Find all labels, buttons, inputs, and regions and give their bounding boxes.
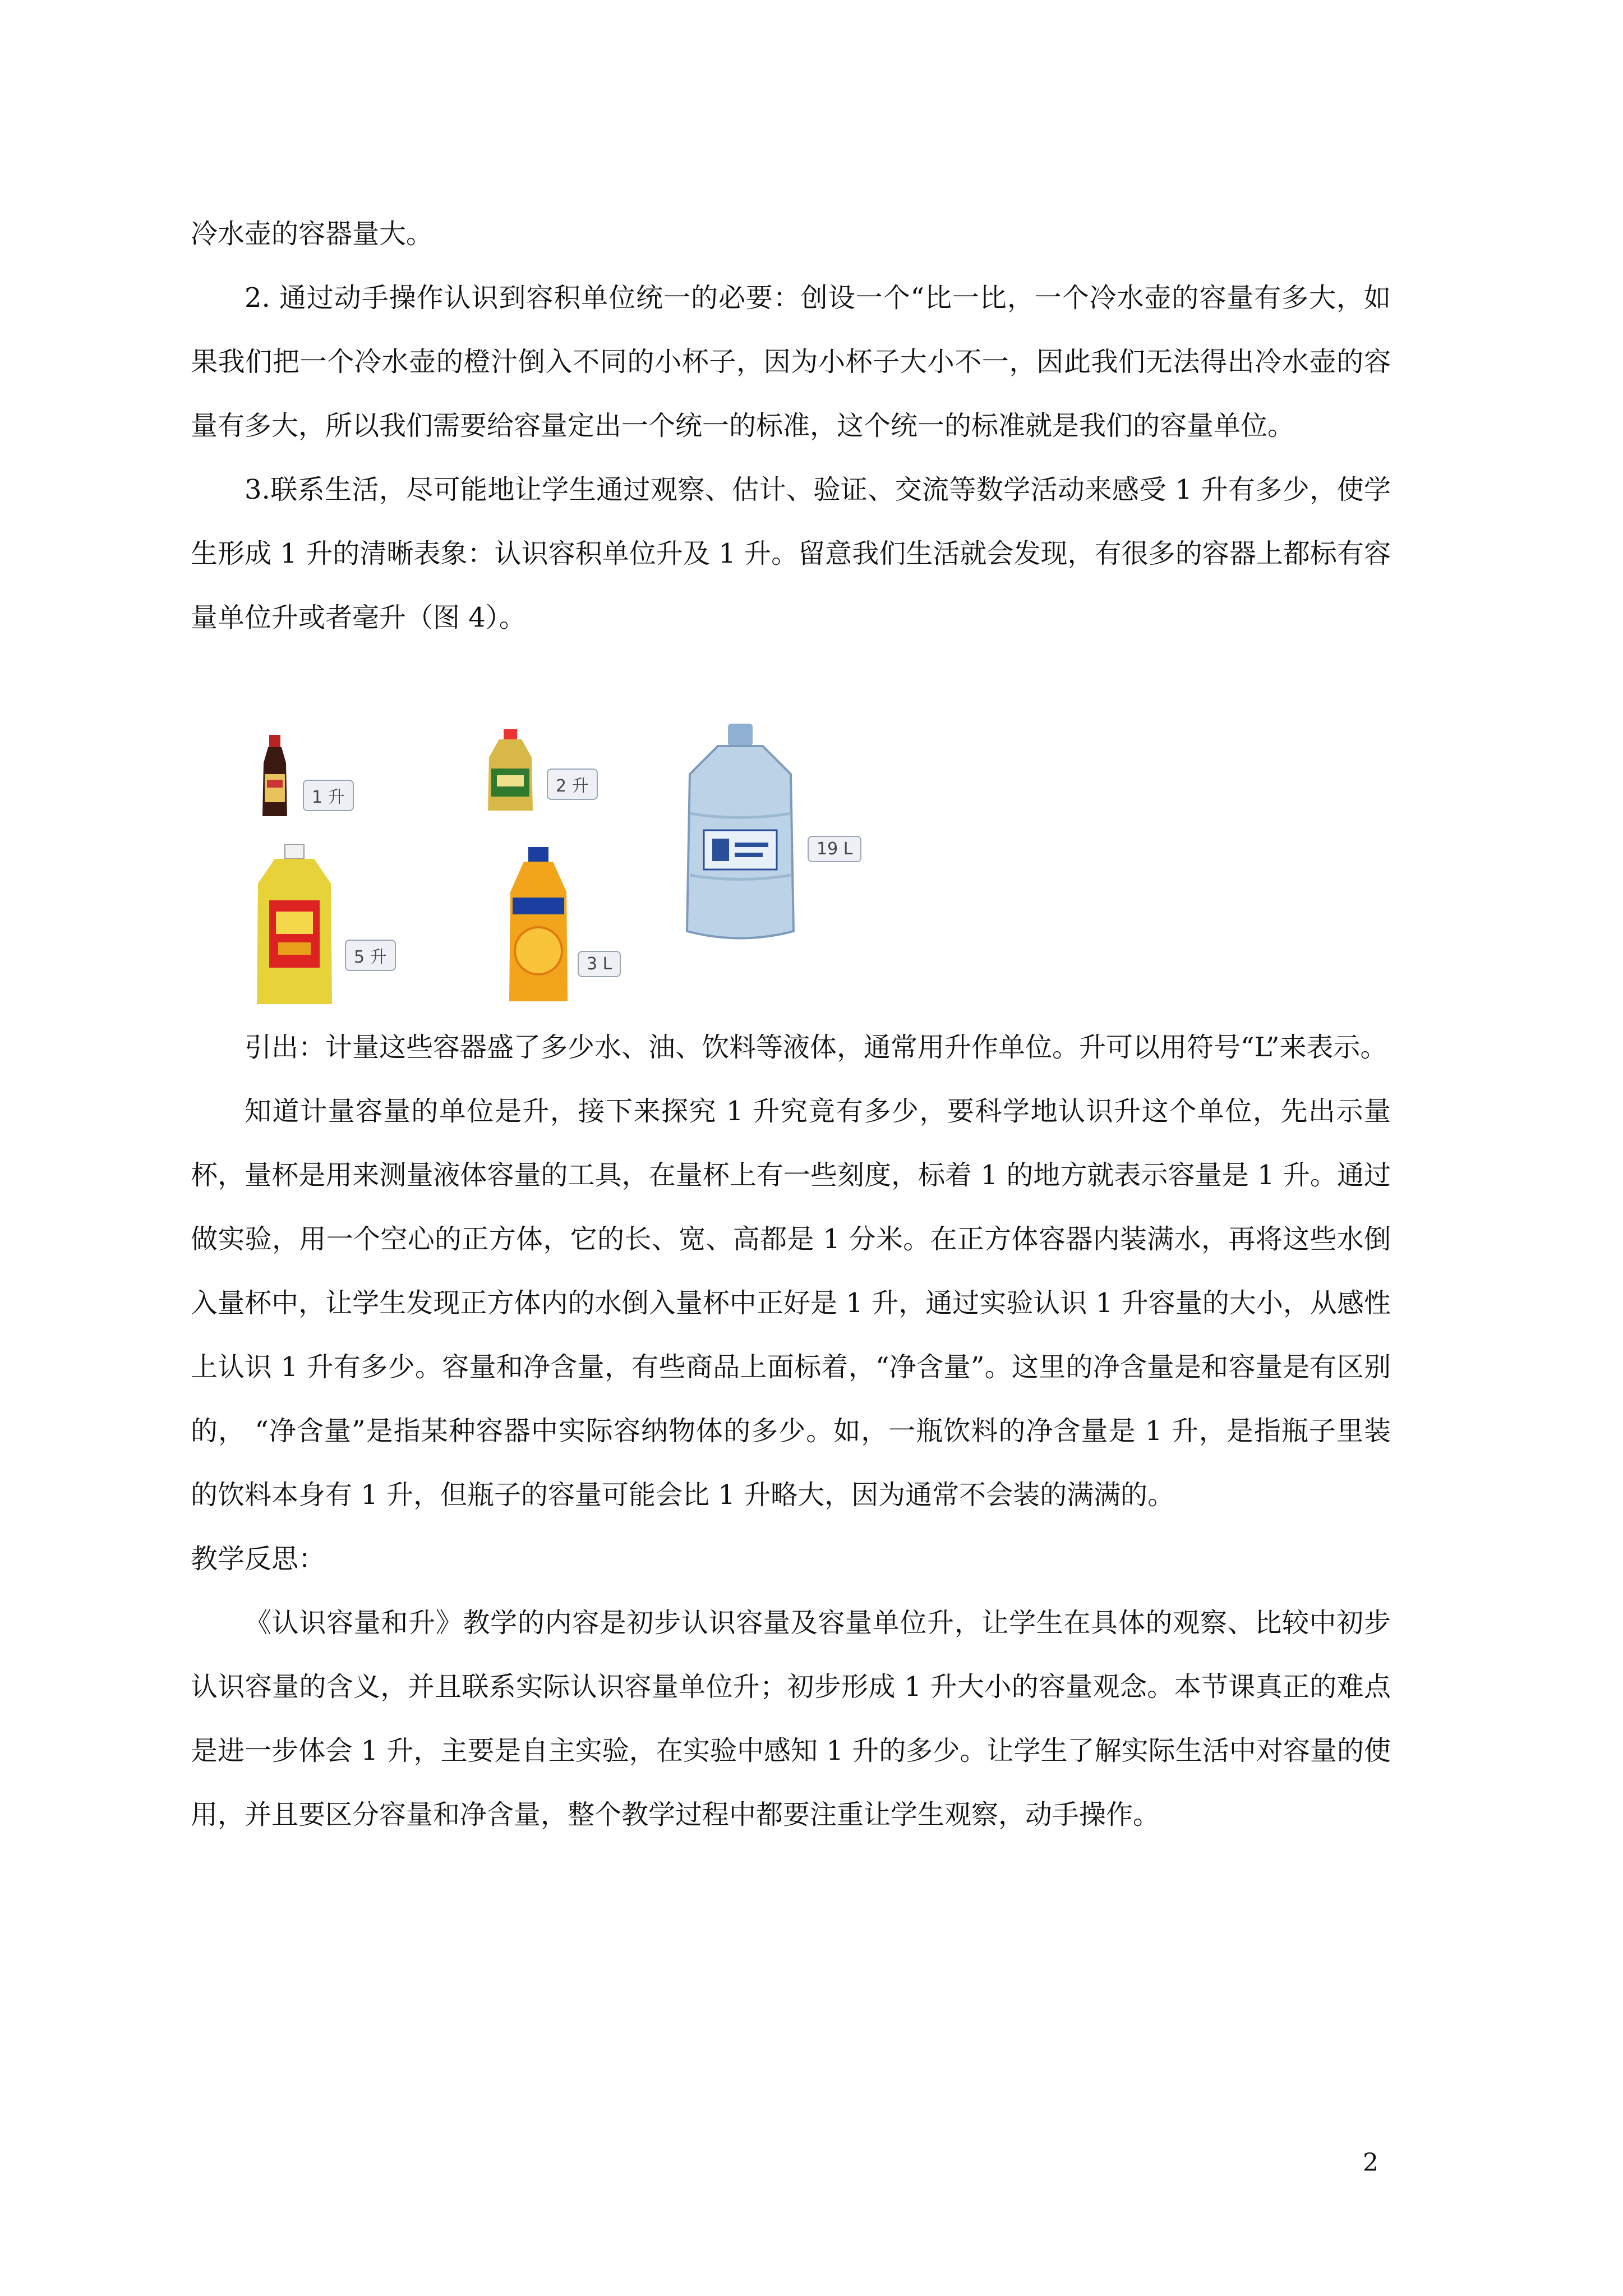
label-1-liter: 1 升 bbox=[303, 780, 354, 811]
paragraph-explore-liter: 知道计量容量的单位是升，接下来探究 1 升究竟有多少，要科学地认识升这个单位，先出示量杯，量杯是用来测量液体容量的工具，在量杯上有一些刻度，标着 1 的地方就表示容量是 1 升。通过做实验，用一个空心的正方体，它的长、宽、高都是 1 分米。在正方体容器内装满水，再将这些水倒入量杯中，让学生发现正方体内的水倒入量杯中正好是 1 升，通过实验认识 1 升容量的大小，从感性上认识 1 升有多少。容量和净含量，有些商品上面标着，“净含量”。这里的净含量是和容量是有区别的， “净含量”是指某种容器中实际容纳物体的多少。如，一瓶饮料的净含量是 1 升，是指瓶子里装的饮料本身有 1 升，但瓶子的容量可能会比 1 升略大，因为通常不会装的满满的。 bbox=[191, 1096, 1391, 1511]
bottle-2l-image bbox=[482, 729, 538, 816]
juice-bottle-3l-image bbox=[505, 847, 572, 1007]
label-2-liter: 2 升 bbox=[547, 769, 598, 800]
paragraph-intro-liter: 引出：计量这些容器盛了多少水、油、饮料等液体，通常用升作单位。升可以用符号“L”来表示。 bbox=[245, 1032, 1387, 1063]
paragraph-reflection: 《认识容量和升》教学的内容是初步认识容量及容量单位升，让学生在具体的观察、比较中初步认识容量的含义，并且联系实际认识容量单位升；初步形成 1 升大小的容量观念。本节课真正的难点是进一步体会 1 升，主要是自主实验，在实验中感知 1 升的多少。让学生了解实际生活中对容量的使用，并且要区分容量和净含量，整个教学过程中都要注重让学生观察，动手操作。 bbox=[191, 1607, 1391, 1830]
paragraph-point-3: 3.联系生活，尽可能地让学生通过观察、估计、验证、交流等数学活动来感受 1 升有多少，使学生形成 1 升的清晰表象：认识容积单位升及 1 升。留意我们生活就会发现，有很多的容器上都标有容量单位升或者毫升（图 4）。 bbox=[191, 474, 1391, 633]
paragraph-point-2: 2. 通过动手操作认识到容积单位统一的必要：创设一个“比一比，一个冷水壶的容量有多大，如果我们把一个冷水壶的橙汁倒入不同的小杯子，因为小杯子大小不一，因此我们无法得出冷水壶的容量有多大，所以我们需要给容量定出一个统一的标准，这个统一的标准就是我们的容量单位。 bbox=[191, 282, 1391, 441]
label-3-liter: 3 L bbox=[578, 951, 621, 977]
oil-container-5l-image bbox=[252, 844, 336, 1010]
paragraph-continuation: 冷水壶的容器量大。 bbox=[191, 218, 434, 250]
container-figure bbox=[241, 724, 886, 1010]
bottle-1l-image bbox=[252, 735, 297, 822]
label-5-liter: 5 升 bbox=[345, 940, 396, 971]
heading-teaching-reflection: 教学反思： bbox=[191, 1543, 326, 1575]
text-section-top bbox=[191, 202, 1391, 650]
water-jug-19l-image bbox=[679, 724, 802, 945]
label-19-liter: 19 L bbox=[808, 836, 861, 862]
text-section-bottom bbox=[191, 1015, 1391, 1847]
page-number: 2 bbox=[1363, 2148, 1378, 2177]
